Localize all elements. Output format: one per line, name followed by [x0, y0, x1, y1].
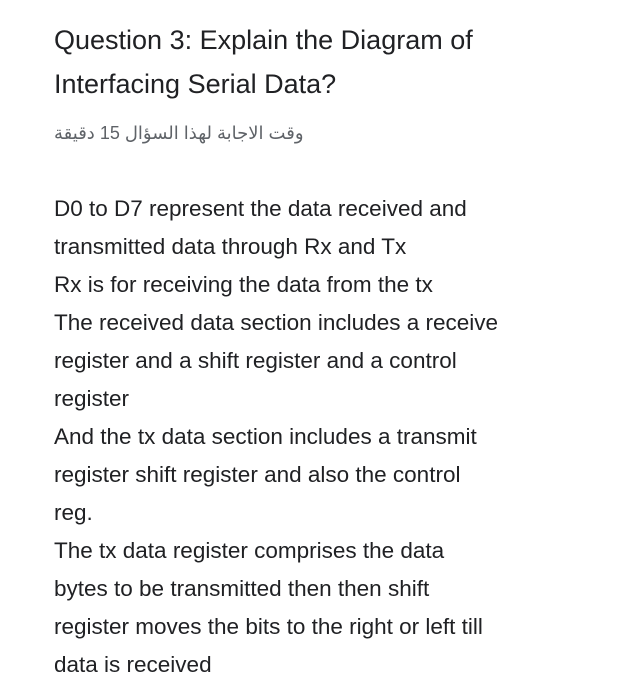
answer-line: bytes to be transmitted then then shift: [54, 576, 430, 601]
answer-line: And the tx data section includes a transmit: [54, 424, 477, 449]
question-title: [54, 18, 615, 106]
answer-line: transmitted data through Rx and Tx: [54, 234, 407, 259]
answer-line: register: [54, 386, 130, 411]
answer-line: register and a shift register and a control: [54, 348, 457, 373]
answer-line: Rx is for receiving the data from the tx: [54, 272, 433, 297]
answer-line: data is received: [54, 652, 212, 677]
question-time-limit: وقت الاجابة لهذا السؤال 15 دقيقة: [54, 123, 304, 143]
answer-line: reg.: [54, 500, 93, 525]
answer-text: [54, 190, 615, 684]
question-title-line-1: Question 3: Explain the Diagram of: [54, 25, 473, 55]
answer-line: The tx data register comprises the data: [54, 538, 445, 563]
answer-line: register moves the bits to the right or left till: [54, 614, 483, 639]
question-title-line-2: Interfacing Serial Data?: [54, 69, 337, 99]
answer-line: register shift register and also the control: [54, 462, 461, 487]
answer-line: The received data section includes a receive: [54, 310, 499, 335]
answer-line: D0 to D7 represent the data received and: [54, 196, 467, 221]
